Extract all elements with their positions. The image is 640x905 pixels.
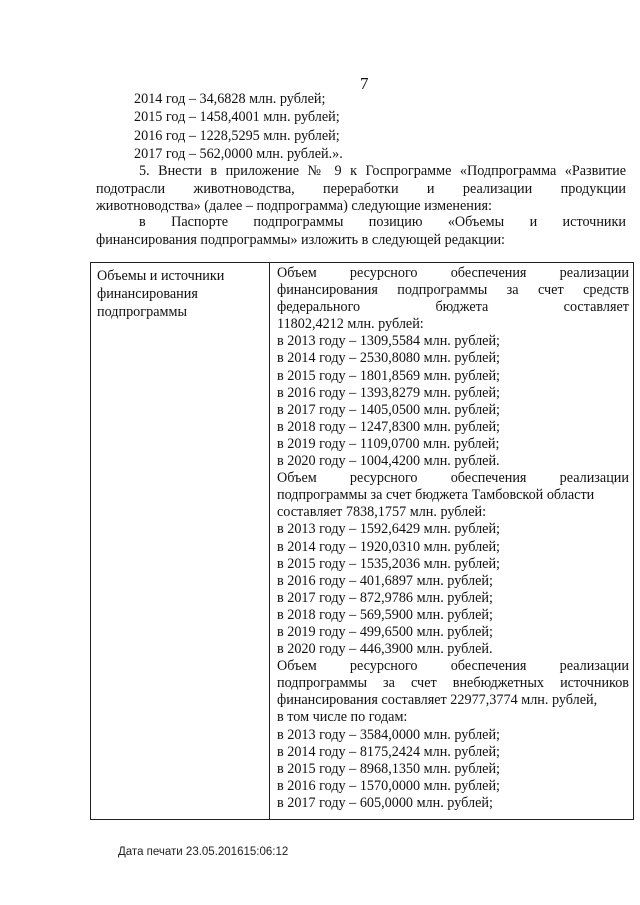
paragraph-line: 5. Внести в приложение № 9 к Госпрограмме «Подпрограмма «Развитие	[139, 163, 626, 179]
cell-line: в 2014 году – 1920,0310 млн. рублей;	[277, 538, 500, 555]
table-left-cell	[97, 267, 265, 321]
cell-line: в 2016 году – 1570,0000 млн. рублей;	[277, 777, 500, 794]
cell-line: в 2020 году – 1004,4200 млн. рублей.	[277, 453, 500, 470]
cell-line: подпрограммы за счет внебюджетных источников	[277, 675, 629, 692]
list-item: 2015 год – 1458,4001 млн. рублей;	[134, 109, 340, 126]
page-number: 7	[360, 74, 369, 93]
funding-table	[90, 262, 634, 820]
paragraph-passport	[96, 214, 626, 249]
cell-line: в 2017 году – 872,9786 млн. рублей;	[277, 589, 493, 606]
list-item: 2016 год – 1228,5295 млн. рублей;	[134, 127, 340, 144]
cell-line: в 2017 году – 1405,0500 млн. рублей;	[277, 401, 500, 418]
list-item: 2014 год – 34,6828 млн. рублей;	[134, 91, 326, 107]
cell-line: в 2013 году – 3584,0000 млн. рублей;	[277, 726, 500, 743]
paragraph-line: финансирования подпрограммы» изложить в следующей редакции:	[96, 231, 505, 248]
cell-line: в 2015 году – 1535,2036 млн. рублей;	[277, 555, 500, 572]
cell-line: в 2014 году – 8175,2424 млн. рублей;	[277, 743, 500, 760]
paragraph-5	[96, 163, 626, 216]
cell-line: составляет 7838,1757 млн. рублей:	[277, 504, 487, 521]
cell-line: федерального бюджета составляет	[277, 299, 629, 316]
cell-line: в 2018 году – 1247,8300 млн. рублей;	[277, 418, 500, 435]
list-item: 2017 год – 562,0000 млн. рублей.».	[134, 146, 343, 163]
cell-line: Объем ресурсного обеспечения реализации	[277, 658, 629, 675]
cell-line: Объемы и источники	[97, 268, 225, 284]
table-bottom-border	[90, 819, 634, 820]
cell-line: Объем ресурсного обеспечения реализации	[277, 265, 629, 281]
cell-line: в 2020 году – 446,3900 млн. рублей.	[277, 641, 493, 658]
cell-line: финансирования	[97, 286, 198, 302]
paragraph-line: подотрасли животноводства, переработки и реализации продукции	[96, 180, 626, 197]
paragraph-line: в Паспорте подпрограммы позицию «Объемы и источники	[139, 214, 626, 230]
cell-line: в 2016 году – 1393,8279 млн. рублей;	[277, 384, 500, 401]
cell-line: в 2015 году – 1801,8569 млн. рублей;	[277, 367, 500, 384]
cell-line: финансирования подпрограммы за счет средств	[277, 282, 629, 299]
cell-line: в 2014 году – 2530,8080 млн. рублей;	[277, 350, 500, 367]
column-divider	[269, 263, 270, 820]
cell-line: в 2018 году – 569,5900 млн. рублей;	[277, 606, 493, 623]
cell-line: в 2019 году – 1109,0700 млн. рублей;	[277, 435, 500, 452]
cell-line: в том числе по годам:	[277, 709, 408, 726]
cell-line: в 2019 году – 499,6500 млн. рублей;	[277, 623, 493, 640]
cell-line: подпрограммы за счет бюджета Тамбовской области	[277, 487, 595, 504]
cell-line: в 2013 году – 1309,5584 млн. рублей;	[277, 333, 500, 350]
table-right-cell	[277, 265, 629, 812]
cell-line: финансирования составляет 22977,3774 млн. рублей,	[277, 692, 598, 709]
print-date-footer: Дата печати 23.05.201615:06:12	[118, 846, 289, 858]
cell-line: в 2016 году – 401,6897 млн. рублей;	[277, 572, 493, 589]
funding-years-list	[134, 90, 343, 164]
cell-line: подпрограммы	[97, 304, 187, 320]
cell-line: Объем ресурсного обеспечения реализации	[277, 470, 629, 487]
cell-line: в 2013 году – 1592,6429 млн. рублей;	[277, 521, 500, 538]
paragraph-line: животноводства» (далее – подпрограмма) следующие изменения:	[96, 198, 492, 214]
cell-line: в 2015 году – 8968,1350 млн. рублей;	[277, 760, 500, 777]
cell-line: 11802,4212 млн. рублей:	[277, 316, 424, 333]
cell-line: в 2017 году – 605,0000 млн. рублей;	[277, 794, 493, 811]
